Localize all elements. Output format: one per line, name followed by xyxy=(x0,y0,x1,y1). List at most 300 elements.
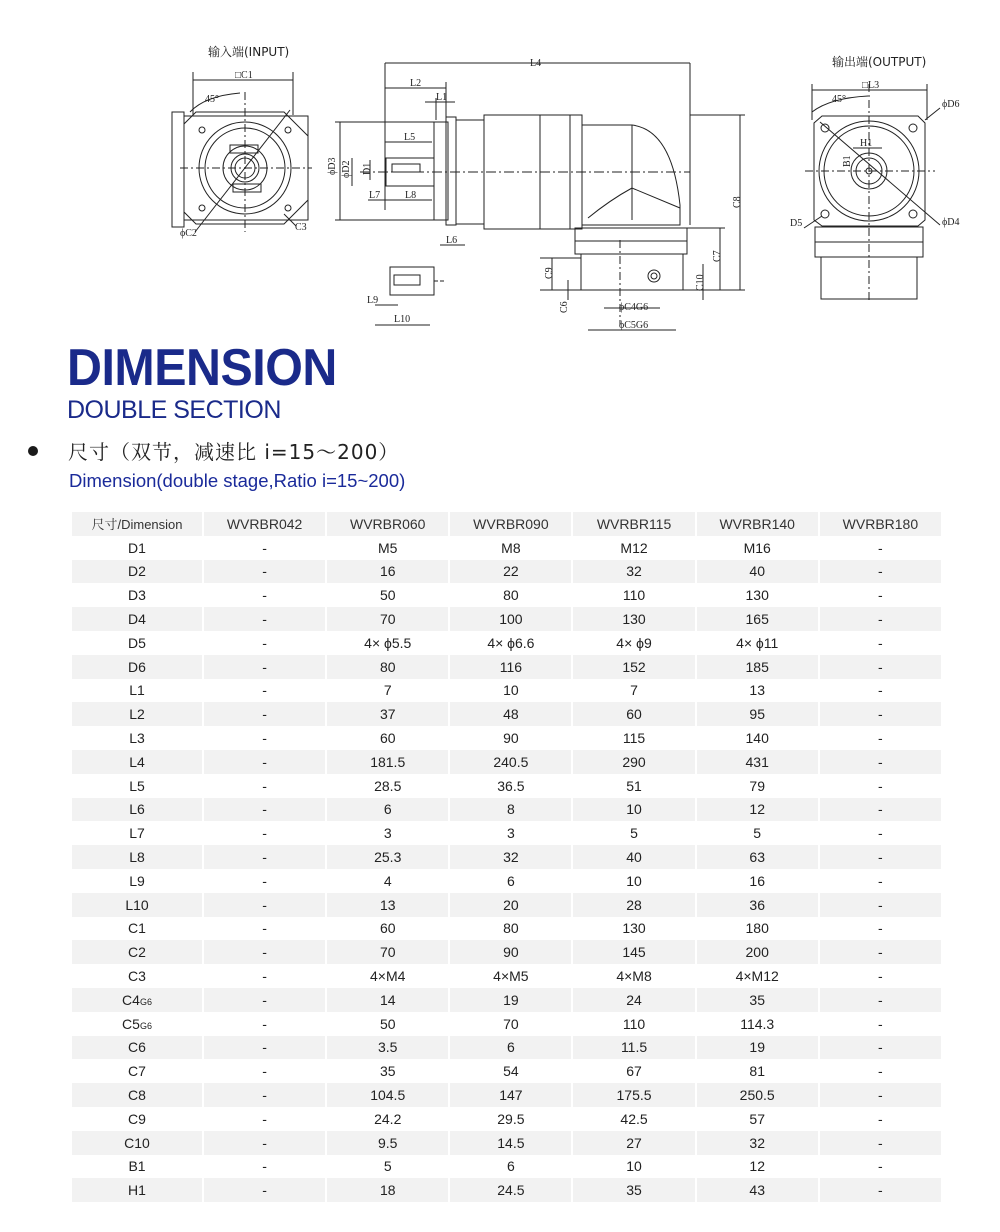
table-cell: - xyxy=(204,845,325,869)
table-row xyxy=(72,798,941,822)
table-cell: 4× ϕ9 xyxy=(616,634,652,651)
table-cell: 9.5 xyxy=(327,1131,448,1155)
table-cell: 43 xyxy=(697,1178,818,1202)
table-cell: - xyxy=(204,1036,325,1060)
dimension-code: D2 xyxy=(128,563,146,580)
dimension-code: H1 xyxy=(128,1182,146,1199)
table-cell: - xyxy=(204,988,325,1012)
table-cell: 114.3 xyxy=(740,1015,775,1032)
table-row xyxy=(72,631,941,655)
table-cell: 16 xyxy=(749,872,765,889)
table-cell: 20 xyxy=(450,893,571,917)
table-cell: 51 xyxy=(626,777,642,794)
dimension-code: C2 xyxy=(128,944,146,961)
column-header: WVRBR140 xyxy=(697,512,818,536)
svg-text:□C1: □C1 xyxy=(235,70,253,81)
table-cell: 100 xyxy=(450,607,571,631)
table-cell: 32 xyxy=(573,560,694,584)
table-cell: 60 xyxy=(379,920,396,937)
table-row xyxy=(72,679,941,703)
dimension-code: L7 xyxy=(129,825,145,842)
table-cell: - xyxy=(820,750,941,774)
dimension-code: C8 xyxy=(128,1087,146,1104)
svg-text:L9: L9 xyxy=(367,295,379,306)
table-cell: - xyxy=(878,730,883,747)
dimension-code: L2 xyxy=(129,706,145,723)
dimension-code: C1 xyxy=(128,920,146,937)
table-cell: 130 xyxy=(622,920,646,937)
table-cell: - xyxy=(262,968,267,985)
table-cell: 25.3 xyxy=(327,845,448,869)
dimension-label xyxy=(72,1059,202,1083)
table-cell: - xyxy=(878,1110,883,1127)
table-row xyxy=(72,940,941,964)
svg-text:□L3: □L3 xyxy=(862,80,880,91)
table-cell: - xyxy=(820,988,941,1012)
dimension-code: C5 xyxy=(122,1015,140,1032)
table-cell: - xyxy=(204,1178,325,1202)
dimension-code: C3 xyxy=(128,968,146,985)
table-cell: 4×M12 xyxy=(735,968,779,985)
table-cell: - xyxy=(262,920,267,937)
table-cell: 42.5 xyxy=(620,1110,648,1127)
table-cell: - xyxy=(262,1063,267,1080)
dimension-label xyxy=(72,988,202,1012)
svg-text:C6: C6 xyxy=(559,301,570,313)
table-cell: 181.5 xyxy=(327,750,448,774)
table-cell: 5 xyxy=(753,825,762,842)
table-cell: 6 xyxy=(506,1158,515,1175)
dimension-code: L4 xyxy=(129,753,145,770)
table-cell: - xyxy=(878,920,883,937)
section-title-en: Dimension(double stage,Ratio i=15~200) xyxy=(69,470,406,491)
table-row xyxy=(72,536,941,560)
table-cell: 79 xyxy=(749,777,765,794)
table-row xyxy=(72,750,941,774)
dimension-label xyxy=(72,750,202,774)
table-cell: - xyxy=(204,655,325,679)
input-end-view xyxy=(172,44,312,239)
table-cell: 4× ϕ5.5 xyxy=(364,634,412,651)
dimension-code: C6 xyxy=(128,1039,146,1056)
column-header: 尺寸/Dimension xyxy=(72,512,202,536)
table-row xyxy=(72,726,941,750)
svg-text:D1: D1 xyxy=(362,162,373,175)
table-cell: 431 xyxy=(697,750,818,774)
table-cell: - xyxy=(878,587,883,604)
table-cell: 35 xyxy=(573,1178,694,1202)
table-cell: 54 xyxy=(503,1063,519,1080)
table-cell: - xyxy=(262,1158,267,1175)
table-cell: 32 xyxy=(697,1131,818,1155)
table-cell: 200 xyxy=(697,940,818,964)
table-row xyxy=(72,1178,941,1202)
svg-text:ϕC5G6: ϕC5G6 xyxy=(619,320,649,331)
table-cell: - xyxy=(262,587,267,604)
table-cell: - xyxy=(820,893,941,917)
svg-text:H1: H1 xyxy=(860,138,873,149)
table-cell: 147 xyxy=(450,1083,571,1107)
tolerance-subscript: G6 xyxy=(139,996,152,1007)
table-cell: 70 xyxy=(503,1015,519,1032)
table-cell: 175.5 xyxy=(573,1083,694,1107)
table-cell: - xyxy=(820,845,941,869)
table-cell: M8 xyxy=(501,539,521,556)
dimension-label xyxy=(72,679,202,703)
svg-text:L5: L5 xyxy=(404,132,416,143)
table-cell: 24 xyxy=(573,988,694,1012)
table-cell: - xyxy=(262,682,267,699)
table-cell: 10 xyxy=(573,798,694,822)
table-row xyxy=(72,702,941,726)
table-cell: - xyxy=(820,1083,941,1107)
dimension-code: L1 xyxy=(129,682,145,699)
dimension-code: C7 xyxy=(128,1063,146,1080)
section-title-cn: 尺寸（双节，减速比 i=15～200） xyxy=(68,440,400,464)
table-row xyxy=(72,607,941,631)
table-cell: 57 xyxy=(749,1110,765,1127)
dimension-label xyxy=(72,893,202,917)
column-header: WVRBR180 xyxy=(820,512,941,536)
table-cell: 40 xyxy=(697,560,818,584)
heading-block xyxy=(67,338,357,424)
output-end-view xyxy=(790,54,960,300)
table-cell: - xyxy=(878,634,883,651)
bullet-icon xyxy=(28,446,38,456)
table-cell: - xyxy=(820,702,941,726)
table-cell: 4×M5 xyxy=(493,968,529,985)
dimension-code: L10 xyxy=(125,896,149,913)
svg-text:L1: L1 xyxy=(436,92,448,103)
table-row xyxy=(72,1083,941,1107)
table-cell: - xyxy=(820,1131,941,1155)
table-cell: 50 xyxy=(379,1015,396,1032)
table-cell: 10 xyxy=(626,1158,642,1175)
table-cell: 180 xyxy=(745,920,769,937)
table-cell: 10 xyxy=(626,872,642,889)
table-cell: - xyxy=(820,607,941,631)
table-cell: - xyxy=(262,634,267,651)
table-row xyxy=(72,1036,941,1060)
svg-text:C10: C10 xyxy=(695,274,706,291)
table-cell: 28.5 xyxy=(374,777,402,794)
table-row xyxy=(72,1131,941,1155)
table-cell: 19 xyxy=(450,988,571,1012)
table-cell: 70 xyxy=(327,940,448,964)
svg-text:C8: C8 xyxy=(732,196,743,208)
table-row xyxy=(72,583,941,607)
svg-text:C9: C9 xyxy=(544,267,555,279)
dimension-label xyxy=(72,726,202,750)
table-row xyxy=(72,1155,941,1179)
dimension-label xyxy=(72,1036,202,1060)
table-cell: 130 xyxy=(573,607,694,631)
table-cell: 4×M8 xyxy=(616,968,652,985)
dimension-label xyxy=(72,964,202,988)
dimension-label xyxy=(72,1131,202,1155)
table-cell: 290 xyxy=(573,750,694,774)
dimension-code: B1 xyxy=(128,1158,146,1175)
dimension-code: C10 xyxy=(124,1134,150,1151)
table-cell: - xyxy=(878,825,883,842)
table-cell: - xyxy=(820,1178,941,1202)
dimension-label xyxy=(72,536,202,560)
dimension-code: L6 xyxy=(129,801,145,818)
dimension-label xyxy=(72,1178,202,1202)
table-row xyxy=(72,774,941,798)
table-cell: 13 xyxy=(749,682,765,699)
table-cell: 4×M4 xyxy=(370,968,406,985)
table-cell: 7 xyxy=(630,682,638,699)
table-cell: 60 xyxy=(573,702,694,726)
table-cell: 8 xyxy=(450,798,571,822)
table-cell: 7 xyxy=(383,682,392,699)
table-cell: 63 xyxy=(697,845,818,869)
dimension-code: L5 xyxy=(129,777,145,794)
table-cell: 67 xyxy=(626,1063,642,1080)
table-cell: 18 xyxy=(327,1178,448,1202)
column-header: WVRBR090 xyxy=(450,512,571,536)
dimension-label xyxy=(72,774,202,798)
table-cell: 35 xyxy=(379,1063,396,1080)
table-cell: 36 xyxy=(697,893,818,917)
table-header-row xyxy=(72,512,941,536)
table-cell: 3 xyxy=(506,825,515,842)
table-cell: - xyxy=(204,798,325,822)
table-cell: - xyxy=(204,702,325,726)
table-cell: 10 xyxy=(503,682,519,699)
table-cell: 5 xyxy=(383,1158,392,1175)
table-cell: 11.5 xyxy=(573,1036,694,1060)
table-cell: 110 xyxy=(622,1015,646,1032)
dimension-label xyxy=(72,655,202,679)
svg-text:45°: 45° xyxy=(832,94,846,105)
table-cell: 60 xyxy=(379,730,396,747)
dimension-label xyxy=(72,631,202,655)
table-cell: 116 xyxy=(450,655,571,679)
tolerance-subscript: G6 xyxy=(139,1020,152,1031)
table-cell: - xyxy=(878,872,883,889)
section-heading xyxy=(28,436,399,465)
dimension-label xyxy=(72,583,202,607)
output-title: 输出端(OUTPUT) xyxy=(832,55,927,69)
table-cell: 36.5 xyxy=(497,777,525,794)
table-cell: M5 xyxy=(378,539,398,556)
table-cell: - xyxy=(262,730,267,747)
dimension-code: D1 xyxy=(128,539,146,556)
table-cell: 12 xyxy=(749,1158,765,1175)
table-cell: - xyxy=(204,893,325,917)
table-cell: 40 xyxy=(573,845,694,869)
svg-text:L8: L8 xyxy=(405,190,417,201)
table-cell: - xyxy=(262,825,267,842)
svg-text:ϕD3: ϕD3 xyxy=(327,157,338,175)
dimension-label xyxy=(72,607,202,631)
dimension-code: D6 xyxy=(128,658,146,675)
table-cell: 95 xyxy=(697,702,818,726)
table-row xyxy=(72,869,941,893)
table-cell: - xyxy=(262,1110,267,1127)
table-cell: - xyxy=(204,607,325,631)
table-cell: - xyxy=(878,1158,883,1175)
table-cell: 14 xyxy=(327,988,448,1012)
svg-text:D5: D5 xyxy=(790,218,803,229)
table-cell: M12 xyxy=(620,539,648,556)
column-header: WVRBR042 xyxy=(204,512,325,536)
svg-text:ϕC4G6: ϕC4G6 xyxy=(619,302,649,313)
table-cell: 6 xyxy=(506,872,515,889)
table-cell: - xyxy=(820,560,941,584)
table-cell: - xyxy=(262,1015,267,1032)
dimension-code: C9 xyxy=(128,1110,146,1127)
svg-text:C3: C3 xyxy=(295,222,307,233)
table-cell: 185 xyxy=(697,655,818,679)
table-cell: 90 xyxy=(450,940,571,964)
table-cell: 24.5 xyxy=(450,1178,571,1202)
dimension-label xyxy=(72,560,202,584)
table-cell: - xyxy=(204,560,325,584)
svg-text:ϕC2: ϕC2 xyxy=(180,228,197,239)
table-cell: 6 xyxy=(450,1036,571,1060)
table-cell: 80 xyxy=(327,655,448,679)
key-detail xyxy=(367,267,445,325)
table-body xyxy=(72,536,941,1202)
table-cell: - xyxy=(262,872,267,889)
table-cell: 3 xyxy=(383,825,392,842)
table-row xyxy=(72,845,941,869)
table-cell: 4× ϕ11 xyxy=(736,634,779,651)
table-cell: - xyxy=(820,655,941,679)
table-cell: 4 xyxy=(383,872,392,889)
table-cell: - xyxy=(204,1131,325,1155)
table-cell: 29.5 xyxy=(497,1110,525,1127)
table-cell: 50 xyxy=(379,587,396,604)
table-cell: 37 xyxy=(327,702,448,726)
table-cell: 80 xyxy=(503,587,519,604)
input-title: 输入端(INPUT) xyxy=(208,45,290,59)
table-cell: 90 xyxy=(503,730,519,747)
table-row xyxy=(72,560,941,584)
table-row xyxy=(72,1012,941,1036)
table-cell: 27 xyxy=(573,1131,694,1155)
table-cell: 3.5 xyxy=(327,1036,448,1060)
dimension-code: L8 xyxy=(129,849,145,866)
table-cell: - xyxy=(878,539,883,556)
svg-text:B1: B1 xyxy=(842,155,853,167)
dimension-label xyxy=(72,940,202,964)
table-cell: - xyxy=(878,682,883,699)
dimension-label xyxy=(72,869,202,893)
svg-text:C7: C7 xyxy=(712,250,723,262)
table-cell: 165 xyxy=(697,607,818,631)
table-row xyxy=(72,988,941,1012)
dimension-label xyxy=(72,1012,202,1036)
svg-text:45°: 45° xyxy=(205,94,219,105)
table-cell: 12 xyxy=(697,798,818,822)
dimension-drawing xyxy=(0,0,1000,340)
svg-text:L10: L10 xyxy=(394,314,411,325)
table-row xyxy=(72,1059,941,1083)
table-cell: 70 xyxy=(327,607,448,631)
table-cell: 16 xyxy=(327,560,448,584)
dimension-code: L3 xyxy=(129,730,145,747)
table-cell: - xyxy=(878,968,883,985)
dimension-code: D4 xyxy=(128,611,146,628)
table-cell: - xyxy=(878,777,883,794)
page-title: DIMENSION xyxy=(67,339,337,397)
dimension-label xyxy=(72,821,202,845)
svg-text:ϕD4: ϕD4 xyxy=(942,217,960,228)
svg-text:L6: L6 xyxy=(446,235,458,246)
table-cell: 115 xyxy=(622,730,646,747)
table-cell: 250.5 xyxy=(697,1083,818,1107)
table-cell: M16 xyxy=(743,539,771,556)
table-row xyxy=(72,893,941,917)
column-header: WVRBR115 xyxy=(573,512,694,536)
table-cell: 19 xyxy=(697,1036,818,1060)
dimension-label xyxy=(72,1107,202,1131)
column-header: WVRBR060 xyxy=(327,512,448,536)
table-cell: 145 xyxy=(573,940,694,964)
table-cell: 6 xyxy=(327,798,448,822)
table-row xyxy=(72,917,941,941)
table-cell: 110 xyxy=(622,587,646,604)
table-cell: 22 xyxy=(450,560,571,584)
table-cell: 152 xyxy=(573,655,694,679)
table-cell: - xyxy=(820,940,941,964)
table-cell: - xyxy=(204,1083,325,1107)
table-row xyxy=(72,655,941,679)
table-cell: 35 xyxy=(697,988,818,1012)
table-cell: 81 xyxy=(749,1063,765,1080)
dimension-table xyxy=(70,512,943,1202)
table-cell: 104.5 xyxy=(327,1083,448,1107)
table-cell: - xyxy=(204,750,325,774)
table-cell: 14.5 xyxy=(450,1131,571,1155)
svg-text:L2: L2 xyxy=(410,78,422,89)
dimension-code: D3 xyxy=(128,587,146,604)
table-cell: 13 xyxy=(327,893,448,917)
table-cell: - xyxy=(878,1063,883,1080)
dimension-label xyxy=(72,845,202,869)
table-cell: - xyxy=(262,539,267,556)
table-cell: 48 xyxy=(450,702,571,726)
svg-text:L4: L4 xyxy=(530,58,542,69)
table-cell: 4× ϕ6.6 xyxy=(487,634,535,651)
dimension-label xyxy=(72,702,202,726)
table-row xyxy=(72,1107,941,1131)
table-row xyxy=(72,964,941,988)
svg-text:L7: L7 xyxy=(369,190,381,201)
dimension-label xyxy=(72,798,202,822)
table-row xyxy=(72,821,941,845)
table-cell: 80 xyxy=(503,920,519,937)
dimension-code: L9 xyxy=(129,872,145,889)
table-cell: 5 xyxy=(630,825,638,842)
table-cell: 240.5 xyxy=(450,750,571,774)
dimension-code: D5 xyxy=(128,634,146,651)
table-cell: 24.2 xyxy=(374,1110,402,1127)
table-cell: - xyxy=(204,940,325,964)
table-cell: 130 xyxy=(745,587,769,604)
page-subtitle: DOUBLE SECTION xyxy=(67,396,281,424)
table-cell: - xyxy=(820,1036,941,1060)
dimension-label xyxy=(72,1083,202,1107)
table-cell: 32 xyxy=(450,845,571,869)
svg-text:ϕD6: ϕD6 xyxy=(942,99,960,110)
svg-text:ϕD2: ϕD2 xyxy=(341,160,352,178)
dimension-code: C4 xyxy=(122,991,140,1008)
